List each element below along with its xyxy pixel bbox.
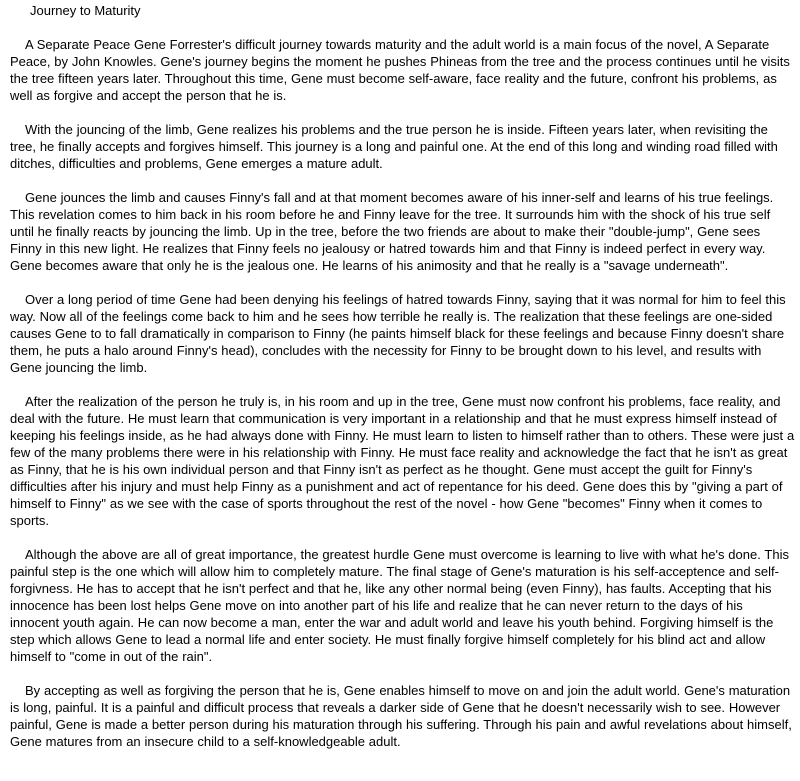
essay-paragraph: Over a long period of time Gene had been denying his feelings of hatred towards Finny, saying that it was normal for him to feel this way. Now all of the feelings come back to him and he sees how terrible he really is. The realization that these feelings are one-sided causes Gene to to fall dramatically in comparison to Finny (he paints himself black for these feelings and because Finny doesn't share them, he puts a halo around Finny's head), concludes with the necessity for Finny to be brought down to his level, and results with Gene jouncing the limb. (10, 292, 786, 375)
essay-document (10, 2, 795, 750)
essay-paragraph: Gene jounces the limb and causes Finny's fall and at that moment becomes aware of his inner-self and learns of his true feelings. This revelation comes to him back in his room before he and Finny leave for the tree. It surrounds him with the shock of his true self until he finally reacts by jouncing the limb. Up in the tree, before the two friends are about to make their "double-jump", Gene sees Finny in this new light. He realizes that Finny feels no jealousy or hatred towards him and that Finny is indeed perfect in every way. Gene becomes aware that only he is the jealous one. He learns of his animosity and that he really is a "savage underneath". (10, 190, 774, 273)
essay-paragraph: A Separate Peace Gene Forrester's difficult journey towards maturity and the adult world is a main focus of the novel, A Separate Peace, by John Knowles. Gene's journey begins the moment he pushes Phineas from the tree and the process continues until he visits the tree fifteen years later. Throughout this time, Gene must become self-aware, face reality and the future, confront his problems, as well as forgive and accept the person that he is. (10, 37, 790, 103)
essay-paragraph: After the realization of the person he truly is, in his room and up in the tree, Gene must now confront his problems, face reality, and deal with the future. He must learn that communication is very important in a relationship and that he must express himself instead of keeping his feelings inside, as he had always done with Finny. He must learn to listen to himself rather than to others. These were just a few of the many problems there were in his relationship with Finny. He must face reality and acknowledge the fact that he isn't as great as Finny, that he is his own individual person and that Finny isn't as perfect as he thought. Gene must accept the guilt for Finny's difficulties after his injury and must help Finny as a punishment and act of repentance for his deed. Gene does this by "giving a part of himself to Finny" as we see with the case of sports throughout the rest of the novel - how Gene "becomes" Finny when it comes to sports. (10, 394, 795, 528)
essay-paragraph: By accepting as well as forgiving the person that he is, Gene enables himself to move on and join the adult world. Gene's maturation is long, painful. It is a painful and difficult process that reveals a darker side of Gene that he doesn't necessarily wish to see. However painful, Gene is made a better person during his maturation through his suffering. Through his pain and awful revelations about himself, Gene matures from an insecure child to a self-knowledgeable adult. (10, 683, 792, 749)
essay-paragraph: With the jouncing of the limb, Gene realizes his problems and the true person he is inside. Fifteen years later, when revisiting the tree, he finally accepts and forgives himself. This journey is a long and painful one. At the end of this long and winding road filled with ditches, difficulties and problems, Gene emerges a mature adult. (10, 122, 778, 171)
essay-paragraph: Although the above are all of great importance, the greatest hurdle Gene must overcome is learning to live with what he's done. This painful step is the one which will allow him to completely mature. The final stage of Gene's maturation is his self-acceptence and self-forgivness. He has to accept that he isn't perfect and that he, like any other normal being (even Finny), has faults. Accepting that his innocence has been lost helps Gene move on into another part of his life and realize that he can never return to the days of his innocent youth again. He can now become a man, enter the war and adult world and leave his youth behind. Forgiving himself is the step which allows Gene to lead a normal life and enter society. He must finally forgive himself completely for his blind act and allow himself to "come in out of the rain". (10, 547, 789, 664)
essay-title: Journey to Maturity (30, 3, 141, 18)
